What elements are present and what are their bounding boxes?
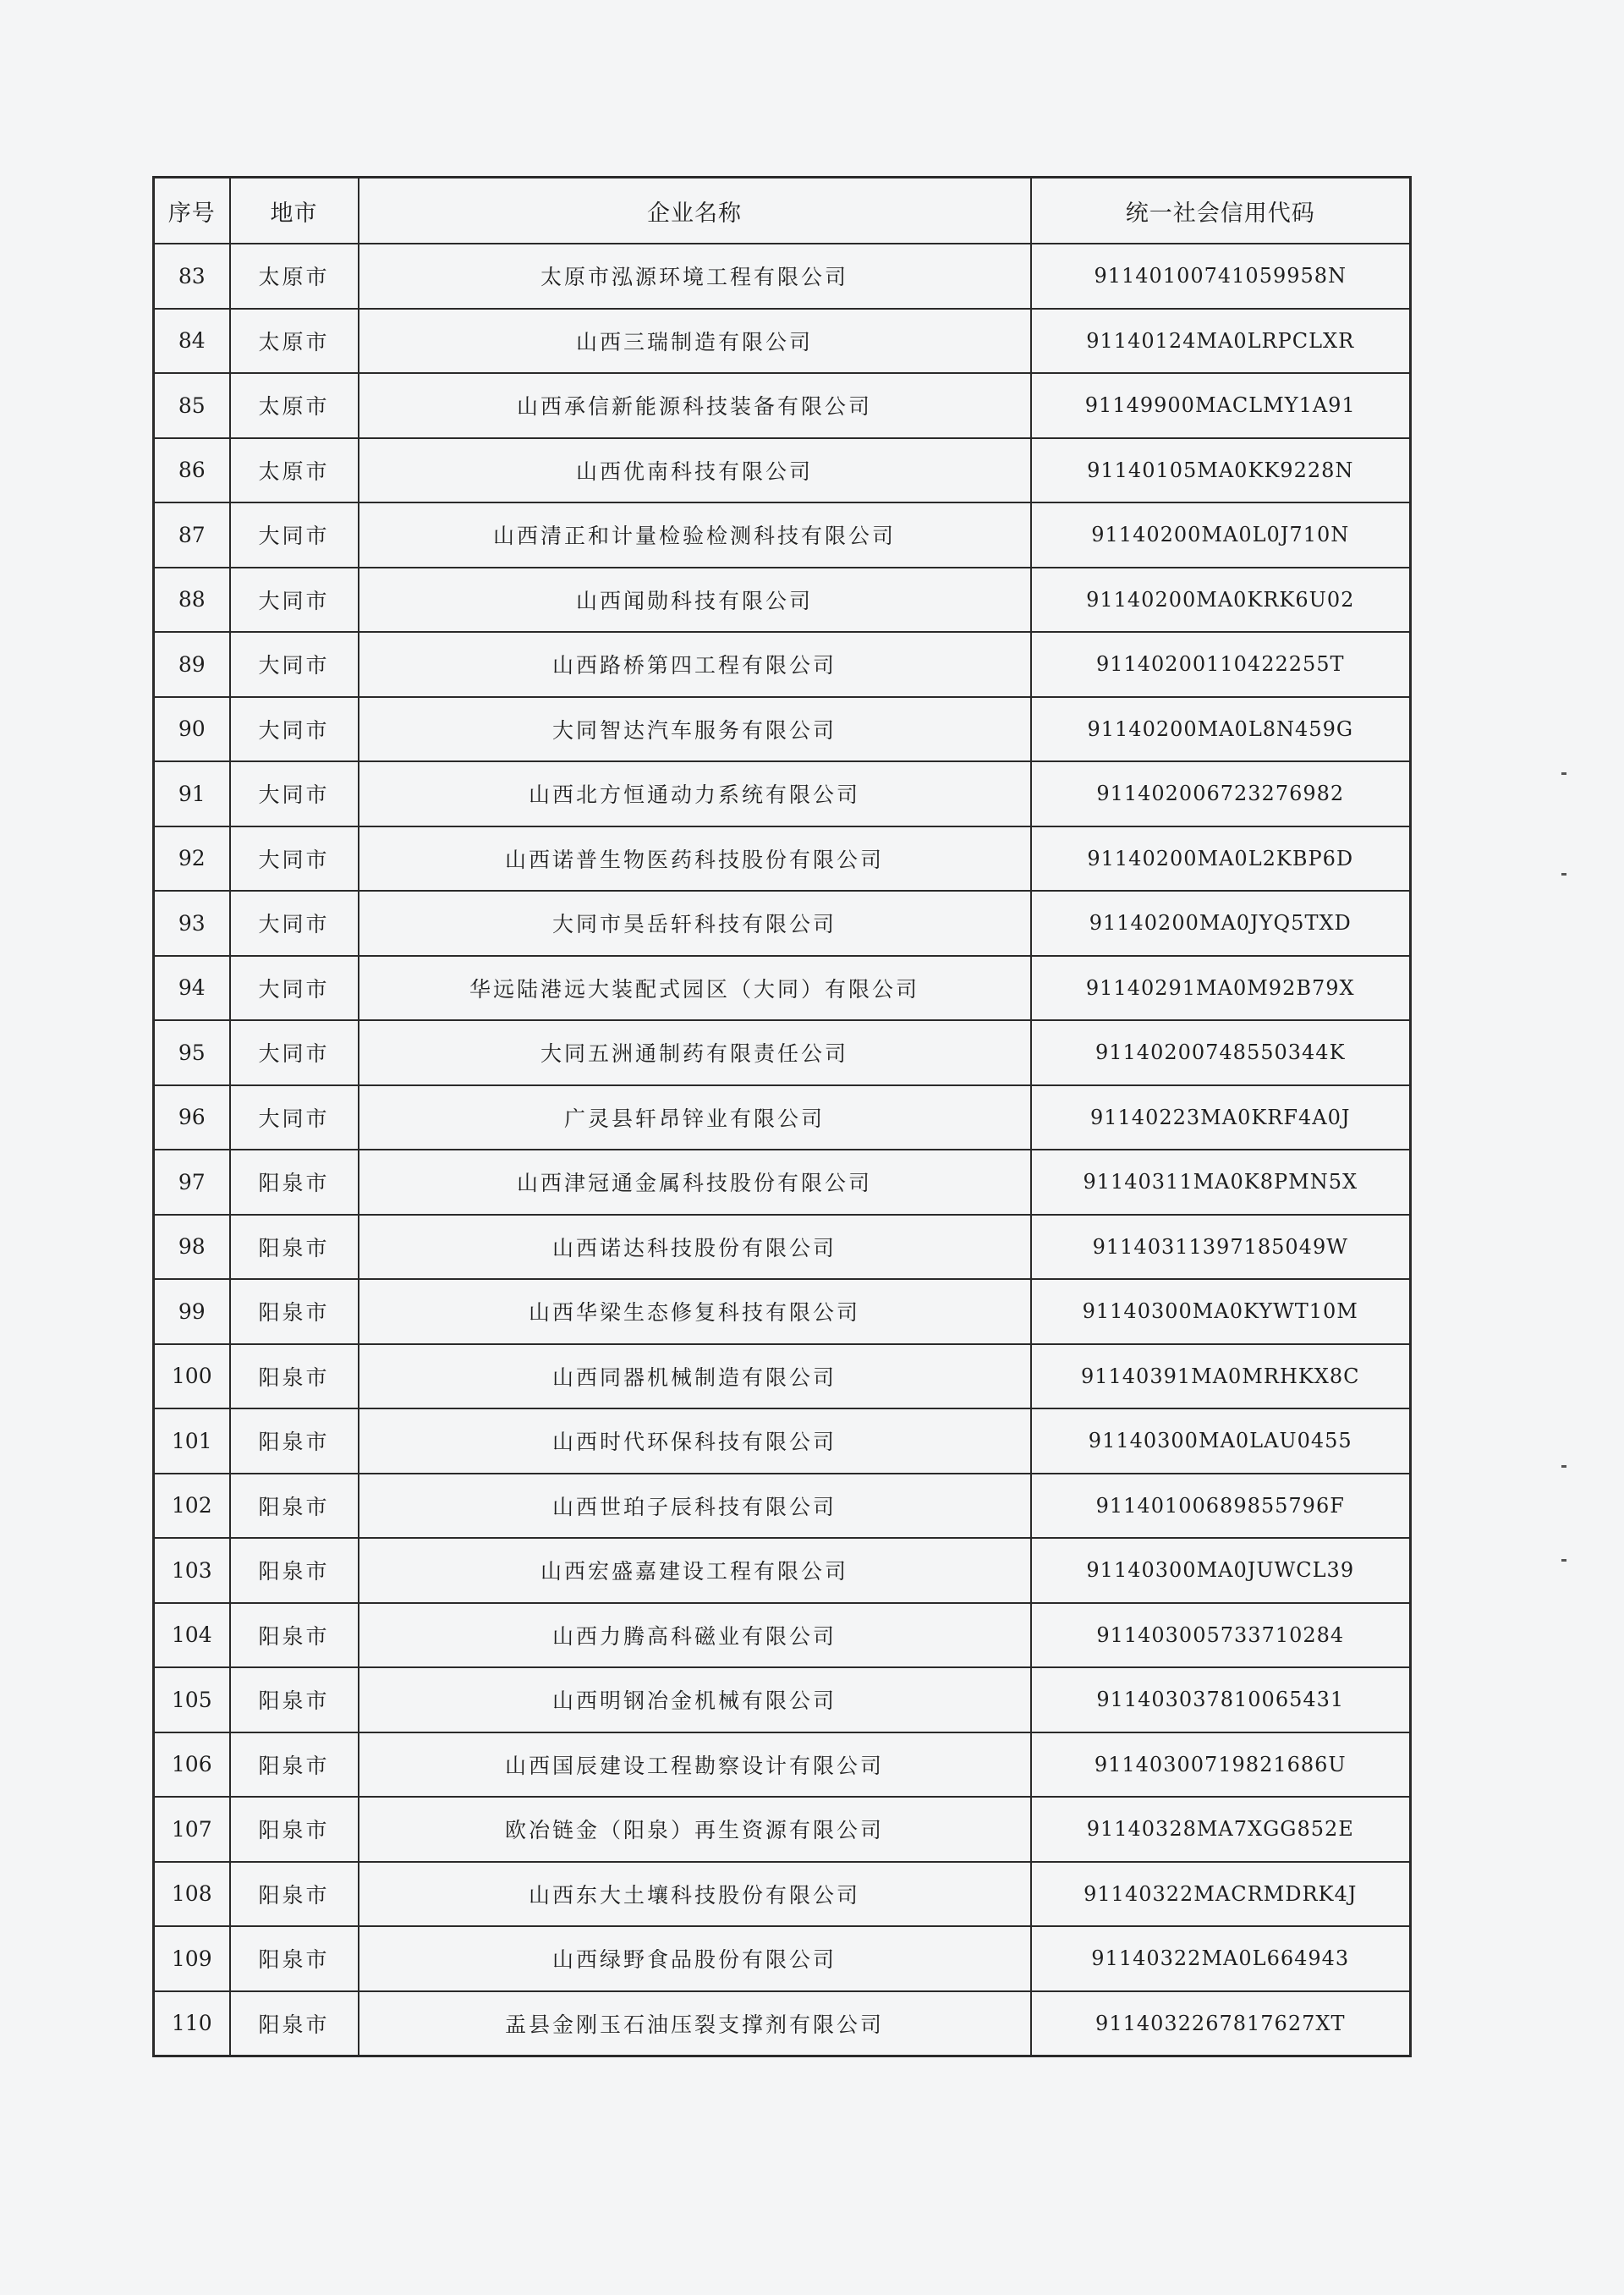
cell-city: 阳泉市 xyxy=(230,1150,359,1215)
cell-credit-code: 91140100689855796F xyxy=(1031,1474,1411,1539)
cell-credit-code: 911403037810065431 xyxy=(1031,1667,1411,1732)
cell-city: 大同市 xyxy=(230,891,359,956)
cell-city: 大同市 xyxy=(230,1085,359,1150)
table-row xyxy=(154,1926,1411,1991)
margin-mark xyxy=(1561,1559,1566,1562)
cell-serial-number: 105 xyxy=(154,1667,230,1732)
cell-enterprise-name: 山西世珀子辰科技有限公司 xyxy=(359,1474,1031,1539)
cell-credit-code: 91140124MA0LRPCLXR xyxy=(1031,309,1411,374)
cell-serial-number: 110 xyxy=(154,1991,230,2056)
cell-city: 阳泉市 xyxy=(230,1991,359,2056)
cell-credit-code: 91140311397185049W xyxy=(1031,1215,1411,1280)
cell-enterprise-name: 大同智达汽车服务有限公司 xyxy=(359,697,1031,762)
cell-city: 大同市 xyxy=(230,697,359,762)
table-row xyxy=(154,632,1411,697)
table-header xyxy=(154,178,1411,244)
cell-city: 太原市 xyxy=(230,373,359,438)
cell-credit-code: 91140291MA0M92B79X xyxy=(1031,956,1411,1021)
header-serial-number: 序号 xyxy=(154,178,230,244)
cell-enterprise-name: 太原市泓源环境工程有限公司 xyxy=(359,244,1031,309)
cell-city: 大同市 xyxy=(230,502,359,568)
cell-city: 大同市 xyxy=(230,568,359,633)
cell-serial-number: 100 xyxy=(154,1344,230,1409)
table-row xyxy=(154,1862,1411,1927)
cell-city: 阳泉市 xyxy=(230,1344,359,1409)
table-row xyxy=(154,568,1411,633)
cell-credit-code: 91140300719821686U xyxy=(1031,1732,1411,1798)
cell-enterprise-name: 山西北方恒通动力系统有限公司 xyxy=(359,761,1031,826)
cell-enterprise-name: 山西三瑞制造有限公司 xyxy=(359,309,1031,374)
table-row xyxy=(154,1474,1411,1539)
cell-credit-code: 91140200MA0KRK6U02 xyxy=(1031,568,1411,633)
cell-credit-code: 91140200MA0L0J710N xyxy=(1031,502,1411,568)
cell-credit-code: 91140100741059958N xyxy=(1031,244,1411,309)
cell-enterprise-name: 大同五洲通制药有限责任公司 xyxy=(359,1020,1031,1085)
cell-credit-code: 91140200MA0L8N459G xyxy=(1031,697,1411,762)
cell-city: 大同市 xyxy=(230,632,359,697)
cell-credit-code: 91140200110422255T xyxy=(1031,632,1411,697)
cell-city: 大同市 xyxy=(230,826,359,892)
cell-serial-number: 92 xyxy=(154,826,230,892)
cell-serial-number: 95 xyxy=(154,1020,230,1085)
table-row xyxy=(154,244,1411,309)
cell-city: 阳泉市 xyxy=(230,1732,359,1798)
cell-credit-code: 91140300MA0LAU0455 xyxy=(1031,1408,1411,1474)
cell-credit-code: 91140322MA0L664943 xyxy=(1031,1926,1411,1991)
cell-city: 太原市 xyxy=(230,309,359,374)
cell-enterprise-name: 山西时代环保科技有限公司 xyxy=(359,1408,1031,1474)
cell-serial-number: 107 xyxy=(154,1797,230,1862)
cell-serial-number: 89 xyxy=(154,632,230,697)
cell-enterprise-name: 山西诺达科技股份有限公司 xyxy=(359,1215,1031,1280)
cell-serial-number: 104 xyxy=(154,1603,230,1668)
cell-credit-code: 91140391MA0MRHKX8C xyxy=(1031,1344,1411,1409)
cell-credit-code: 91149900MACLMY1A91 xyxy=(1031,373,1411,438)
table-row xyxy=(154,438,1411,503)
cell-city: 阳泉市 xyxy=(230,1926,359,1991)
cell-credit-code: 91140223MA0KRF4A0J xyxy=(1031,1085,1411,1150)
cell-enterprise-name: 盂县金刚玉石油压裂支撑剂有限公司 xyxy=(359,1991,1031,2056)
cell-enterprise-name: 山西国辰建设工程勘察设计有限公司 xyxy=(359,1732,1031,1798)
cell-enterprise-name: 山西明钢冶金机械有限公司 xyxy=(359,1667,1031,1732)
cell-serial-number: 87 xyxy=(154,502,230,568)
cell-city: 阳泉市 xyxy=(230,1279,359,1344)
cell-serial-number: 99 xyxy=(154,1279,230,1344)
table-row xyxy=(154,761,1411,826)
cell-enterprise-name: 广灵县轩昂锌业有限公司 xyxy=(359,1085,1031,1150)
cell-serial-number: 86 xyxy=(154,438,230,503)
cell-credit-code: 91140105MA0KK9228N xyxy=(1031,438,1411,503)
margin-mark xyxy=(1561,1465,1566,1468)
cell-enterprise-name: 山西清正和计量检验检测科技有限公司 xyxy=(359,502,1031,568)
cell-city: 大同市 xyxy=(230,761,359,826)
cell-enterprise-name: 大同市昊岳轩科技有限公司 xyxy=(359,891,1031,956)
cell-city: 太原市 xyxy=(230,438,359,503)
cell-enterprise-name: 山西优南科技有限公司 xyxy=(359,438,1031,503)
cell-serial-number: 96 xyxy=(154,1085,230,1150)
cell-city: 阳泉市 xyxy=(230,1474,359,1539)
cell-serial-number: 101 xyxy=(154,1408,230,1474)
table-row xyxy=(154,1150,1411,1215)
cell-city: 大同市 xyxy=(230,1020,359,1085)
table-row xyxy=(154,1020,1411,1085)
cell-credit-code: 911402006723276982 xyxy=(1031,761,1411,826)
enterprise-table xyxy=(152,176,1412,2057)
table-row xyxy=(154,826,1411,892)
margin-mark xyxy=(1561,873,1566,876)
cell-serial-number: 94 xyxy=(154,956,230,1021)
cell-serial-number: 83 xyxy=(154,244,230,309)
cell-serial-number: 84 xyxy=(154,309,230,374)
cell-enterprise-name: 山西诺普生物医药科技股份有限公司 xyxy=(359,826,1031,892)
cell-city: 阳泉市 xyxy=(230,1408,359,1474)
cell-credit-code: 91140200748550344K xyxy=(1031,1020,1411,1085)
table-row xyxy=(154,1991,1411,2056)
cell-city: 阳泉市 xyxy=(230,1797,359,1862)
header-credit-code: 统一社会信用代码 xyxy=(1031,178,1411,244)
cell-enterprise-name: 山西路桥第四工程有限公司 xyxy=(359,632,1031,697)
cell-city: 阳泉市 xyxy=(230,1215,359,1280)
cell-enterprise-name: 山西力腾高科磁业有限公司 xyxy=(359,1603,1031,1668)
cell-city: 太原市 xyxy=(230,244,359,309)
cell-credit-code: 91140322MACRMDRK4J xyxy=(1031,1862,1411,1927)
cell-enterprise-name: 山西华梁生态修复科技有限公司 xyxy=(359,1279,1031,1344)
header-row xyxy=(154,178,1411,244)
cell-serial-number: 97 xyxy=(154,1150,230,1215)
table-row xyxy=(154,1215,1411,1280)
cell-city: 阳泉市 xyxy=(230,1667,359,1732)
cell-enterprise-name: 山西闻勋科技有限公司 xyxy=(359,568,1031,633)
cell-credit-code: 91140300MA0JUWCL39 xyxy=(1031,1538,1411,1603)
cell-credit-code: 91140311MA0K8PMN5X xyxy=(1031,1150,1411,1215)
table-row xyxy=(154,1797,1411,1862)
header-enterprise-name: 企业名称 xyxy=(359,178,1031,244)
cell-credit-code: 91140300MA0KYWT10M xyxy=(1031,1279,1411,1344)
cell-serial-number: 91 xyxy=(154,761,230,826)
table-row xyxy=(154,502,1411,568)
table-row xyxy=(154,956,1411,1021)
cell-credit-code: 91140200MA0JYQ5TXD xyxy=(1031,891,1411,956)
cell-credit-code: 91140328MA7XGG852E xyxy=(1031,1797,1411,1862)
cell-enterprise-name: 山西宏盛嘉建设工程有限公司 xyxy=(359,1538,1031,1603)
cell-serial-number: 85 xyxy=(154,373,230,438)
table-row xyxy=(154,1667,1411,1732)
cell-city: 阳泉市 xyxy=(230,1603,359,1668)
cell-enterprise-name: 华远陆港远大装配式园区（大同）有限公司 xyxy=(359,956,1031,1021)
table-row xyxy=(154,1085,1411,1150)
cell-serial-number: 93 xyxy=(154,891,230,956)
table-row xyxy=(154,373,1411,438)
table-row xyxy=(154,891,1411,956)
header-city: 地市 xyxy=(230,178,359,244)
cell-enterprise-name: 山西同器机械制造有限公司 xyxy=(359,1344,1031,1409)
table-row xyxy=(154,1408,1411,1474)
table-row xyxy=(154,1538,1411,1603)
cell-serial-number: 103 xyxy=(154,1538,230,1603)
cell-serial-number: 102 xyxy=(154,1474,230,1539)
table-row xyxy=(154,1279,1411,1344)
table-row xyxy=(154,1603,1411,1668)
cell-credit-code: 9114032267817627XT xyxy=(1031,1991,1411,2056)
cell-serial-number: 90 xyxy=(154,697,230,762)
cell-enterprise-name: 山西承信新能源科技装备有限公司 xyxy=(359,373,1031,438)
table-row xyxy=(154,697,1411,762)
cell-credit-code: 91140200MA0L2KBP6D xyxy=(1031,826,1411,892)
table-row xyxy=(154,1732,1411,1798)
cell-serial-number: 106 xyxy=(154,1732,230,1798)
cell-serial-number: 108 xyxy=(154,1862,230,1927)
cell-serial-number: 88 xyxy=(154,568,230,633)
table-row xyxy=(154,309,1411,374)
cell-city: 阳泉市 xyxy=(230,1862,359,1927)
cell-enterprise-name: 山西津冠通金属科技股份有限公司 xyxy=(359,1150,1031,1215)
cell-serial-number: 98 xyxy=(154,1215,230,1280)
cell-enterprise-name: 欧冶链金（阳泉）再生资源有限公司 xyxy=(359,1797,1031,1862)
cell-city: 阳泉市 xyxy=(230,1538,359,1603)
margin-mark xyxy=(1561,772,1566,775)
cell-city: 大同市 xyxy=(230,956,359,1021)
cell-credit-code: 911403005733710284 xyxy=(1031,1603,1411,1668)
cell-enterprise-name: 山西东大土壤科技股份有限公司 xyxy=(359,1862,1031,1927)
cell-serial-number: 109 xyxy=(154,1926,230,1991)
table-body xyxy=(154,244,1411,2056)
cell-enterprise-name: 山西绿野食品股份有限公司 xyxy=(359,1926,1031,1991)
table-row xyxy=(154,1344,1411,1409)
